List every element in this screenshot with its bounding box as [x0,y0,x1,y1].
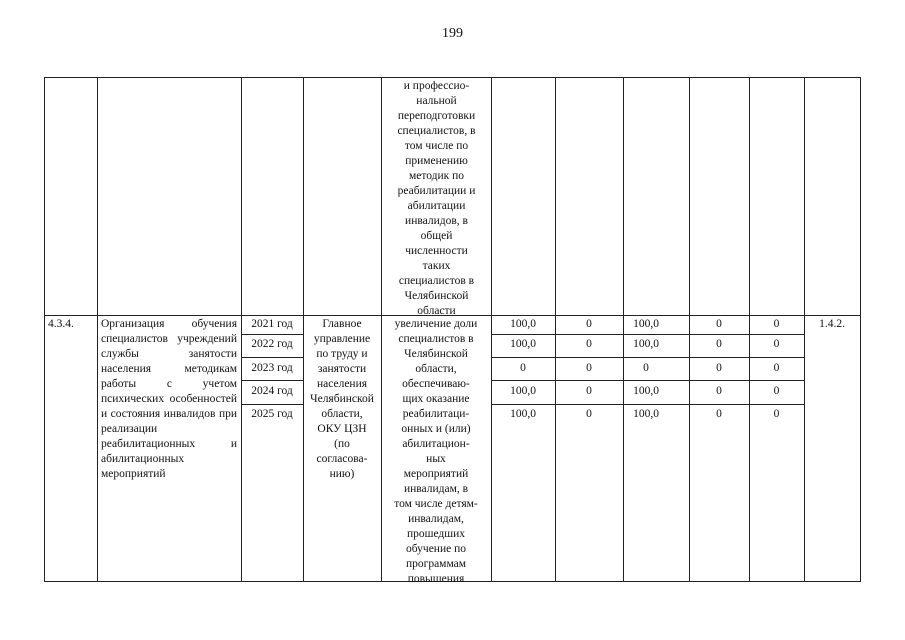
col-border [44,77,45,582]
year-divider [241,380,303,381]
value-divider [491,334,804,335]
year-2021: 2021 год [251,318,293,330]
value-cell: 0 [773,362,780,374]
value-cell: 100,0 [510,338,536,350]
col-border [97,77,98,582]
value-cell: 0 [716,318,722,330]
value-divider [491,380,804,381]
executor: Главное управление по труду и занятости населения Челябинской области, ОКУ ЦЗН (по согласова- нию) [310,318,374,480]
year-divider [241,357,303,358]
value-cell: 100,0 [633,318,659,330]
value-cell: 0 [520,362,526,374]
value-cell: 100,0 [633,408,659,420]
indicator-continuation-text: и профессио- нальной переподготовки специалистов, в том числе по применению методик по реабилитации и абилитации инвалидов, в общей численности таких специалистов в Челябинской области [397,80,476,317]
value-cell: 0 [586,362,592,374]
value-cell: 0 [716,338,722,350]
value-cell: 100,0 [510,385,536,397]
value-cell: 0 [716,385,722,397]
year-2024: 2024 год [251,385,293,397]
value-cell: 100,0 [633,385,659,397]
value-cell: 0 [716,408,722,420]
link-number: 1.4.2. [819,318,845,330]
activity-name: Организация обучения специалистов учреждений службы занятости населения методикам работы с учетом психических особенностей и состояния инвалидов при реализации реабилитационных и абилитационных мероприятий [101,318,237,480]
table-top-border [44,77,860,78]
year-2022: 2022 год [251,338,293,350]
value-cell: 100,0 [510,408,536,420]
year-divider [241,404,303,405]
value-cell: 0 [773,385,780,397]
value-cell: 0 [773,408,780,420]
value-divider [491,357,804,358]
value-cell: 0 [586,385,592,397]
value-cell: 0 [773,318,780,330]
year-2025: 2025 год [251,408,293,420]
value-cell: 0 [586,318,592,330]
row-number: 4.3.4. [48,318,74,330]
value-cell: 0 [643,362,649,374]
page-number: 199 [442,26,463,41]
indicator-text: увеличение доли специалистов в Челябинской области, обеспечиваю- щих оказание реабилитаци- онных и (или) абилитацион- ных мероприятий инвалидам, в том числе детям- инвалидам, прошедших обучение по программам повышения [394,318,478,585]
value-cell: 100,0 [633,338,659,350]
col-border [860,77,861,582]
value-cell: 100,0 [510,318,536,330]
value-cell: 0 [586,408,592,420]
value-cell: 0 [586,338,592,350]
year-2023: 2023 год [251,362,293,374]
value-divider [491,404,804,405]
value-cell: 0 [716,362,722,374]
value-cell: 0 [773,338,780,350]
year-divider [241,334,303,335]
